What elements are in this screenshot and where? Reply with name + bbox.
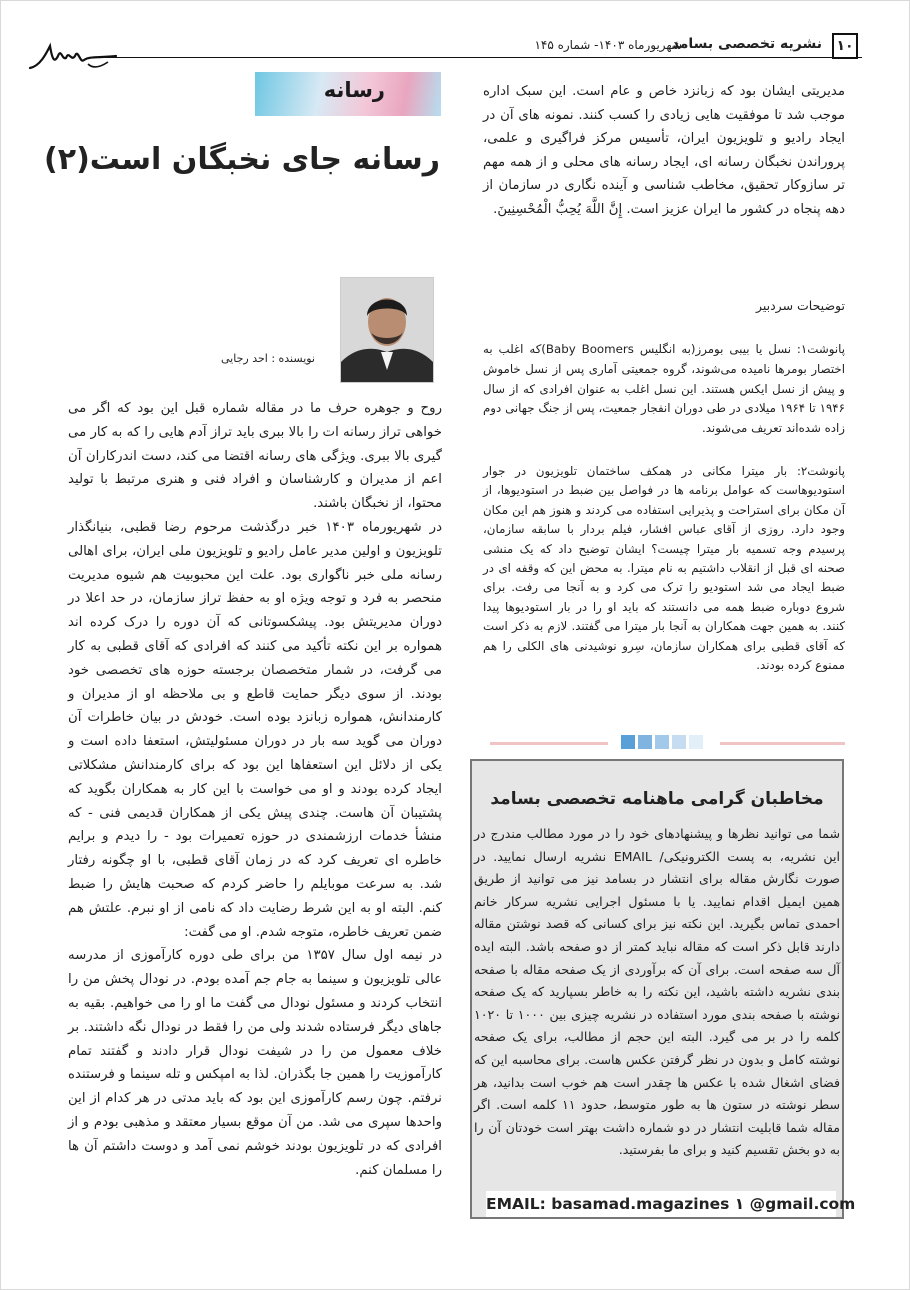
notice-text: شما می توانید نظرها و پیشنهادهای خود را در مورد مطالب مندرج در این نشریه، به پست الکترونیکی/ EMAIL نشریه ارسال نمایید. در صورت نگارش مقاله برای انتشار در بسامد نیز می توانید از طریق همین ایمیل اقدام نمایید. یا با مسئول اجرایی نشریه سرکار خانم احمدی تماس بگیرید. این نکته نیز برای کسانی که قصد نوشتن مقاله دارند قابل ذکر است که مقاله نباید کمتر از دو صفحه باشد. البته ایده آل سه صفحه است. برای آن که برآوردی از یک صفحه مقاله با صفحه بندی نشریه داشته باشید، این نکته را به خاطر بسپارید که یک صفحه نوشته با صفحه بندی مورد استفاده در نشریه چیزی بین ۱۰۰۰ تا ۱۰۲۰ کلمه را در بر می گیرد. البته این حجم از مطالب، برای یک صفحه نوشته کامل و بدون در نظر گرفتن عکس هاست. برای محاسبه این که فضای اشغال شده با عکس ها چقدر است هم خوب است بدانید، هر سطر نوشته در ستون ها به طور متوسط، حدود ۱۱ کلمه است. اگر مقاله شما قابلیت انتشار در دو شماره داشت بهتر است خودتان آن را به دو بخش تقسیم کنید و برای ما بفرستید. bbox=[474, 826, 840, 1158]
divider-line bbox=[720, 742, 845, 745]
section-badge bbox=[255, 72, 441, 116]
author-credit: نویسنده : احد رجایی bbox=[221, 352, 315, 365]
issue-info: شهریورماه ۱۴۰۳- شماره ۱۴۵ bbox=[534, 38, 682, 52]
header-rule bbox=[100, 57, 862, 58]
page-number: ۱۰ bbox=[832, 33, 858, 59]
footnote-2 bbox=[483, 462, 845, 675]
magazine-title: نشریه تخصصی بسامد bbox=[671, 36, 822, 52]
article-title: رسانه جای نخبگان است(۲) bbox=[44, 142, 440, 177]
contact-email[interactable]: EMAIL: basamad.magazines ۱ @gmail.com bbox=[486, 1191, 836, 1217]
divider-square bbox=[655, 735, 669, 749]
article-paragraph: روح و جوهره حرف ما در مقاله شماره قبل این بود که اگر می خواهی تراز رسانه ات را بالا ببری باید تراز آدم هایی را که به کار می گیری بالا ببری. ویژگی های رسانه اقتضا می کند، دست اندرکاران آن اعم از مدیران و کارشناسان و افراد فنی و هنری مرتبط با تولید محتوا، از نخبگان باشند. bbox=[68, 401, 442, 512]
reader-notice-box bbox=[470, 759, 856, 1219]
notice-body bbox=[474, 823, 840, 1162]
continuation-text bbox=[483, 80, 845, 221]
footnote-1 bbox=[483, 340, 845, 439]
author-photo bbox=[340, 277, 434, 383]
article-paragraph: در نیمه اول سال ۱۳۵۷ من برای طی دوره کارآموزی از مدرسه عالی تلویزیون و سینما به جام جم آمده بودم. در نودال پخش من را انتخاب کردند و مسئول نودال می گفت ما او را می خواهیم. بقیه به جاهای دیگر فرستاده شدند ولی من را فقط در نودال نگه داشتند. بر خلاف معمول من را در شیفت نودال قرار دادند و گفتند تمام کارآموزیت را همین جا بگذران. لذا به امپکس و تله سینما و فرستنده نرفتم. چون رسم کارآموزی این بود که باید مدتی در هر کدام از این واحدها سپری می شد. من آن موقع بسیار معتقد و مذهبی بودم و از افرادی که در تلویزیون بودند خوشم نمی آمد و دوست داشتم آن ها را مسلمان کنم. bbox=[68, 948, 442, 1178]
divider-square bbox=[638, 735, 652, 749]
section-label: رسانه bbox=[323, 78, 385, 102]
decorative-divider bbox=[490, 735, 845, 751]
divider-square bbox=[689, 735, 703, 749]
article-paragraph: در شهریورماه ۱۴۰۳ خبر درگذشت مرحوم رضا قطبی، بنیانگذار تلویزیون و اولین مدیر عامل رادیو و تلویزیون ملی ایران، برای اهالی رسانه ملی خبر ناگواری بود. علت این محبوبیت هم شیوه مدیریت منحصر به فرد و توجه ویژه او به حفظ تراز سازمان، در حد اعلا در دوران مدیریتش بود. پیشکسوتانی که آن دوره را درک کرده اند همواره بر این نکته تأکید می کنند که افرادی که آقای قطبی به کار می گرفت، در شمار متخصصان برجسته حوزه های تخصصی خود بودند. از سوی دیگر حمایت قاطع و بی ملاحظه او از مدیران و کارمندانش، همواره زبانزد بوده است. خودش در بیان خاطرات آن دوران می گوید سه بار در دوران مسئولیتش، استعفا داده است و یکی از دلائل این استعفاها این بود که برای کارمندانش مشکلاتی ایجاد کرده بودند و او می خواست با این کار به همکاران بگوید که پشتیبان آن هاست. چندی پیش یکی از همکاران قدیمی فنی - که منشأ خدمات ارزشمندی در حوزه تعمیرات بود - را دیدم و برایم خاطره ای تعریف کرد که در زمان آقای قطبی، با او چگونه رفتار شد. به سرعت موبایلم را حاضر کردم که صحبت هایش را ضبط کنم. البته او به این شرط رضایت داد که نامی از او نبرم. علتش هم ضمن تعریف خاطره، متوجه شدم. او می گفت: bbox=[68, 519, 442, 940]
article-body bbox=[68, 397, 442, 1182]
continuation-paragraph: مدیریتی ایشان بود که زبانزد خاص و عام است. این سبک اداره موجب شد تا موفقیت هایی زیادی را کسب کنند. نمونه های آن در ایجاد رادیو و تلویزیون ایران، تأسیس مرکز فراگیری و علمی، پروراندن نخبگان رسانه ای، ایجاد رسانه های محلی و از همه مهم تر سازوکار تحقیق، مخاطب شناسی و آینده نگاری در سازمان از دهه پنجاه در کشور ما ایران عزیز است. إِنَّ اللَّهَ يُحِبُّ الْمُحْسِنِينَ. bbox=[483, 84, 845, 217]
footnote-text: پانوشت۲: بار میترا مکانی در همکف ساختمان تلویزیون در جوار استودیوهاست که عوامل برنامه ها در فواصل بین ضبط در استودیوها، از آن مکان برای استراحت و پذیرایی استفاده می کردند و هنوز هم این مکان وجود دارد. روزی از آقای عباس افشار، فیلم بردار با سابقه سازمان، پرسیدم وجه تسمیه بار میترا چیست؟ ایشان توضیح داد که یک منشی صحنه ای قبل از انقلاب داشتیم به نام میترا. به محض این که وقفه ای در ضبط ایجاد می شد استودیو را ترک می کرد و به آنجا می رفت. برای شروع دوباره ضبط همه می دانستند که باید او را در بار استودیوها پیدا کنند. به همین جهت همکاران به آنجا بار میترا می گفتند. لازم به ذکر است که آقای قطبی برای همکاران سازمان، سِرو نوشیدنی های الکلی را هم ممنوع کرده بودند. bbox=[483, 464, 845, 673]
divider-square bbox=[621, 735, 635, 749]
divider-line bbox=[490, 742, 608, 745]
notes-heading: توضیحات سردبیر bbox=[755, 298, 845, 313]
footnote-text: پانوشت۱: نسل یا بیبی بومرز(به انگلیس Baby Boomers)که اغلب به اختصار بومرها نامیده می‌شوند، گروه جمعیتی آماری پس از نسل خاموش و پیش از نسل ایکس هستند. این نسل اغلب به عنوان افرادی که از سال ۱۹۴۶ تا ۱۹۶۴ میلادی در طی دوران انفجار جمعیت، پس از جنگ جهانی دوم زاده شده‌اند تعریف می‌شوند. bbox=[483, 342, 845, 436]
basamad-signature-logo bbox=[28, 36, 118, 76]
notice-title: مخاطبان گرامی ماهنامه تخصصی بسامد bbox=[490, 789, 824, 809]
divider-square bbox=[672, 735, 686, 749]
